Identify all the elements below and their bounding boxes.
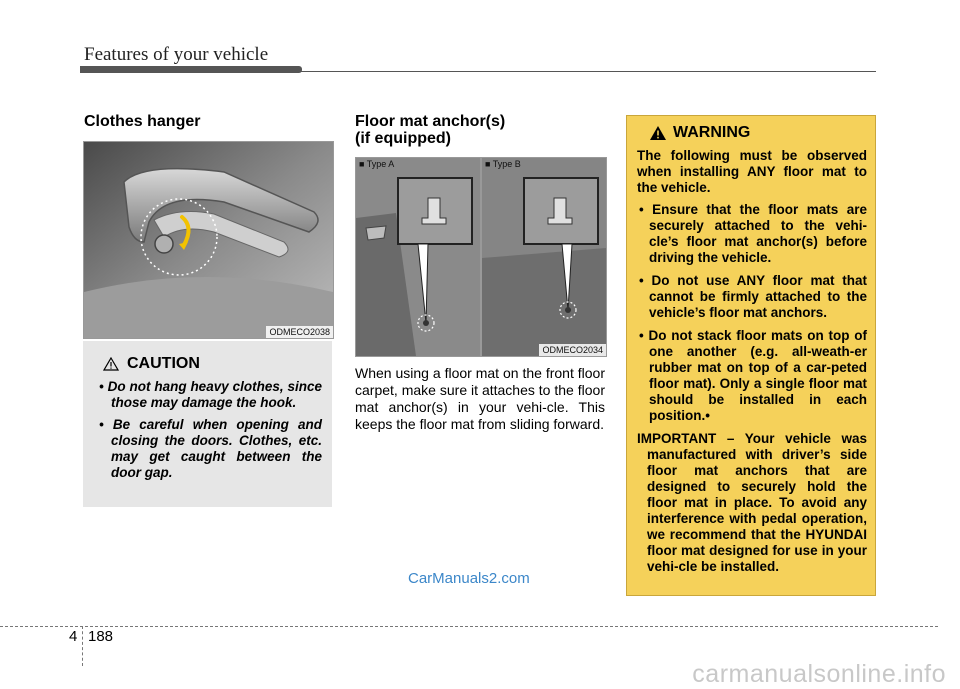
floor-mat-photo-type-b — [481, 157, 607, 357]
warning-item: • Do not stack floor mats on top of one another (e.g. all-weath-er rubber mat on top of a car-peted floor mat). Only a single floor mat should be installed in each position.• — [639, 328, 867, 423]
caution-box — [83, 341, 332, 507]
warning-item: • Do not use ANY floor mat that cannot be firmly attached to the vehicle’s floor mat anchors. — [639, 273, 867, 320]
warning-box — [626, 115, 876, 596]
caution-title: CAUTION — [127, 355, 200, 372]
caution-item: • Be careful when opening and closing the doors. Clothes, etc. may get caught between the door gap. — [99, 417, 322, 480]
warning-intro: The following must be observed when installing ANY floor mat to the vehicle. — [637, 148, 867, 195]
floor-mat-heading-line1: Floor mat anchor(s) — [355, 113, 506, 130]
site-watermark: carmanualsonline.info — [692, 660, 946, 688]
page-header-title: Features of your vehicle — [84, 44, 269, 65]
footer-rule — [0, 626, 938, 627]
warning-list — [637, 202, 867, 424]
floor-mat-heading-line2: (if equipped) — [355, 130, 451, 147]
floor-mat-heading — [355, 113, 505, 147]
caution-triangle-icon — [103, 357, 119, 371]
chapter-number: 4 — [69, 628, 78, 645]
clothes-hanger-photo-caption: ODMECO2038 — [266, 326, 333, 338]
header-rule — [300, 71, 876, 72]
clothes-hanger-illustration — [84, 142, 333, 338]
footer-divider — [82, 626, 83, 666]
warning-triangle-icon — [649, 125, 667, 141]
page-number: 188 — [88, 628, 114, 645]
warning-title: WARNING — [673, 124, 751, 141]
floor-mat-photo-caption: ODMECO2034 — [539, 344, 606, 356]
type-b-label: ■ Type B — [485, 159, 521, 169]
clothes-hanger-photo — [83, 141, 334, 339]
floor-mat-type-a-illustration — [356, 158, 480, 356]
caution-item: • Do not hang heavy clothes, since those may damage the hook. — [99, 379, 322, 410]
floor-mat-body-text: When using a floor mat on the front floor carpet, make sure it attaches to the floor mat anchor(s) in your vehi-cle. This keeps the floor mat from sliding forward. — [355, 365, 605, 432]
type-a-label: ■ Type A — [359, 159, 395, 169]
caution-list — [97, 379, 322, 481]
warning-item: • Ensure that the floor mats are securely attached to the vehi-cle’s floor mat anchor(s) before driving the vehicle. — [639, 202, 867, 265]
warning-important: IMPORTANT – Your vehicle was manufactured with driver’s side floor mat anchors that are designed to securely hold the floor mat in place. To avoid any interference with pedal operation, we recommend that the HYUNDAI floor mat designed for use in your vehi-cle be installed. — [637, 431, 867, 574]
floor-mat-photo-type-a — [355, 157, 481, 357]
clothes-hanger-heading: Clothes hanger — [84, 113, 201, 130]
header-bar — [80, 66, 302, 73]
floor-mat-type-b-illustration — [482, 158, 606, 356]
watermark-link[interactable]: CarManuals2.com — [408, 570, 530, 587]
